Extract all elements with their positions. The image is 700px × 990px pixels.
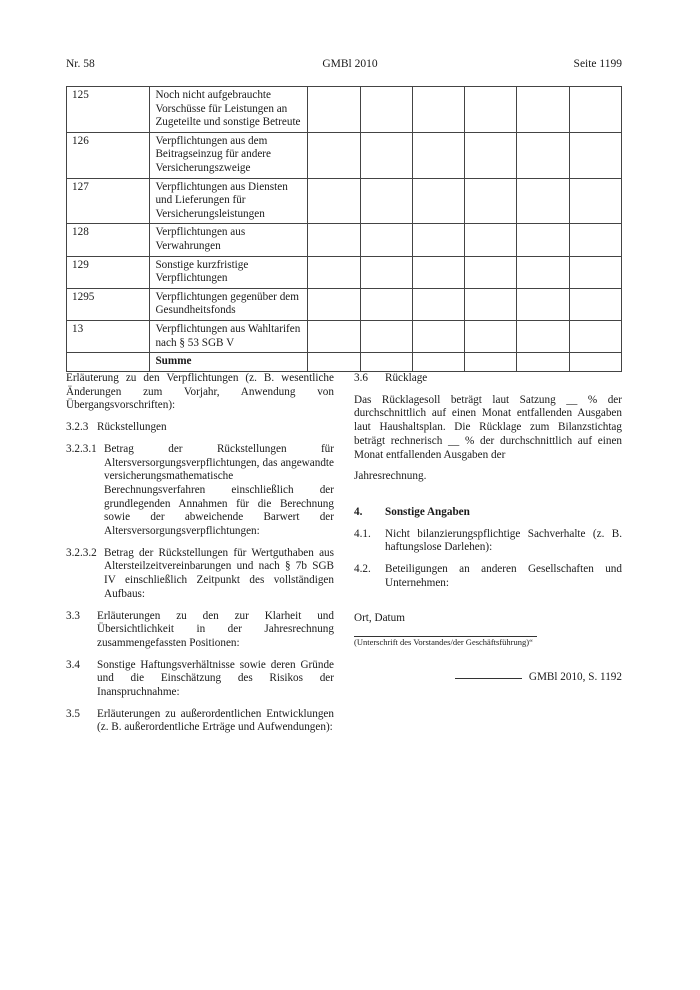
right-column [354,372,622,685]
empty-cell [517,320,569,352]
section-text: Nicht bilanzierungspflichtige Sachverhalte (z. B. haftungslose Darlehen): [385,527,622,554]
section-3-2-3 [66,421,334,435]
section-number: 3.5 [66,707,80,720]
section-number: 4. [354,505,363,518]
section-number: 4.2. [354,563,371,576]
table-row [67,87,622,133]
section-number: 3.2.3 [66,421,89,434]
account-description: Verpflichtungen aus Verwahrungen [150,224,308,256]
empty-cell [465,353,517,372]
sum-label: Summe [150,353,308,372]
header-page-number: Seite 1199 [573,58,622,70]
empty-cell [67,353,150,372]
table-row [67,178,622,224]
empty-cell [308,132,360,178]
empty-cell [465,256,517,288]
account-description: Verpflichtungen aus Wahltarifen nach § 53 SGB V [150,320,308,352]
liabilities-explanation: Erläuterung zu den Verpflichtungen (z. B. wesentliche Änderungen zum Vorjahr, Anwendung von Übergangsvorschriften): [66,372,334,412]
empty-cell [412,132,464,178]
empty-cell [569,256,621,288]
empty-cell [517,132,569,178]
account-number: 13 [67,320,150,352]
empty-cell [360,320,412,352]
empty-cell [465,224,517,256]
empty-cell [360,178,412,224]
empty-cell [569,353,621,372]
section-number: 3.2.3.2 [66,546,97,559]
empty-cell [412,353,464,372]
section-number: 3.2.3.1 [66,442,97,455]
account-description: Verpflichtungen aus Diensten und Lieferungen für Versicherungsleistungen [150,178,308,224]
empty-cell [517,87,569,133]
account-description: Noch nicht aufgebrauchte Vorschüsse für Leistungen an Zugeteilte und sonstige Betreute [150,87,308,133]
table-row [67,256,622,288]
empty-cell [308,353,360,372]
section-3-3 [66,610,334,651]
empty-cell [308,320,360,352]
section-number: 4.1. [354,527,371,540]
empty-cell [569,320,621,352]
header-publication: GMBl 2010 [322,58,378,70]
empty-cell [412,224,464,256]
table-row [67,288,622,320]
empty-cell [517,256,569,288]
section-text: Betrag der Rückstellungen für Wertguthaben aus Altersteilzeitvereinbarungen und nach § 7b SGB IV einschließlich Zeitpunkt des vollständigen Aufbaus: [104,546,334,600]
account-description: Sonstige kurzfristige Verpflichtungen [150,256,308,288]
section-title: Sonstige Angaben [385,505,470,518]
empty-cell [412,256,464,288]
account-description: Verpflichtungen gegenüber dem Gesundheitsfonds [150,288,308,320]
reserve-paragraph-end: Jahresrechnung. [354,470,427,483]
empty-cell [569,178,621,224]
liabilities-table [66,86,622,372]
empty-cell [412,288,464,320]
section-number: 3.6 [354,372,368,384]
empty-cell [360,288,412,320]
table-row [67,320,622,352]
section-number: 3.3 [66,609,80,622]
empty-cell [308,256,360,288]
empty-cell [517,353,569,372]
section-title: Rückstellungen [97,421,167,434]
reserve-paragraph: Das Rücklagesoll beträgt laut Satzung __ % der durchschnittlich auf einen Monat entfallenden Ausgaben laut Haushaltsplan. Die Rücklage zum Bilanzstichtag beträgt rechnerisch __ % der durchschnittlich auf einen Monat entfallenden Ausgaben der [354,393,622,461]
empty-cell [412,87,464,133]
empty-cell [465,320,517,352]
section-4-1 [354,528,622,555]
section-text: Betrag der Rückstellungen für Altersversorgungsverpflichtungen, das angewandte versicherungsmathematische Berechnungsverfahren einschließlich der grundlegenden Annahmen für die Berechnung sowie der abweichende Barwert der Altersversorgungsverpflichtungen: [104,442,334,538]
empty-cell [465,288,517,320]
empty-cell [412,178,464,224]
empty-cell [569,132,621,178]
section-text: Erläuterungen zu den zur Klarheit und Übersichtlichkeit in der Jahresrechnung zusammengefassten Positionen: [97,609,334,649]
empty-cell [360,224,412,256]
empty-cell [412,320,464,352]
end-divider [455,678,522,679]
section-4 [354,506,622,520]
empty-cell [360,87,412,133]
sum-row [67,353,622,372]
empty-cell [360,256,412,288]
section-text: Sonstige Haftungsverhältnisse sowie deren Gründe und die Einschätzung des Risikos der Inanspruchnahme: [97,658,334,699]
section-3-5 [66,708,334,735]
account-description: Verpflichtungen aus dem Beitragseinzug für andere Versicherungszweige [150,132,308,178]
empty-cell [308,224,360,256]
section-text: Beteiligungen an anderen Gesellschaften und Unternehmen: [385,563,622,589]
account-number: 129 [67,256,150,288]
empty-cell [569,224,621,256]
empty-cell [517,288,569,320]
section-number: 3.4 [66,658,80,671]
empty-cell [308,87,360,133]
place-date-label: Ort, Datum [354,612,405,625]
section-title: Rücklage [385,372,428,384]
empty-cell [360,132,412,178]
empty-cell [465,87,517,133]
table-row [67,224,622,256]
table-row [67,132,622,178]
source-reference: GMBl 2010, S. 1192 [528,671,622,684]
empty-cell [308,288,360,320]
empty-cell [308,178,360,224]
account-number: 128 [67,224,150,256]
empty-cell [517,224,569,256]
section-text: Erläuterungen zu außerordentlichen Entwicklungen (z. B. außerordentliche Erträge und Aufwendungen): [97,707,334,734]
left-column [66,372,334,743]
account-number: 127 [67,178,150,224]
account-number: 126 [67,132,150,178]
section-3-6 [354,372,622,386]
section-3-2-3-1 [66,443,334,539]
empty-cell [360,353,412,372]
account-number: 1295 [67,288,150,320]
empty-cell [465,132,517,178]
signature-caption: (Unterschrift des Vorstandes/der Geschäftsführung)“ [354,637,533,648]
account-number: 125 [67,87,150,133]
empty-cell [517,178,569,224]
empty-cell [569,288,621,320]
section-3-2-3-2 [66,547,334,602]
section-4-2 [354,563,622,590]
header-issue-number: Nr. 58 [66,58,95,70]
section-3-4 [66,659,334,700]
empty-cell [465,178,517,224]
empty-cell [569,87,621,133]
